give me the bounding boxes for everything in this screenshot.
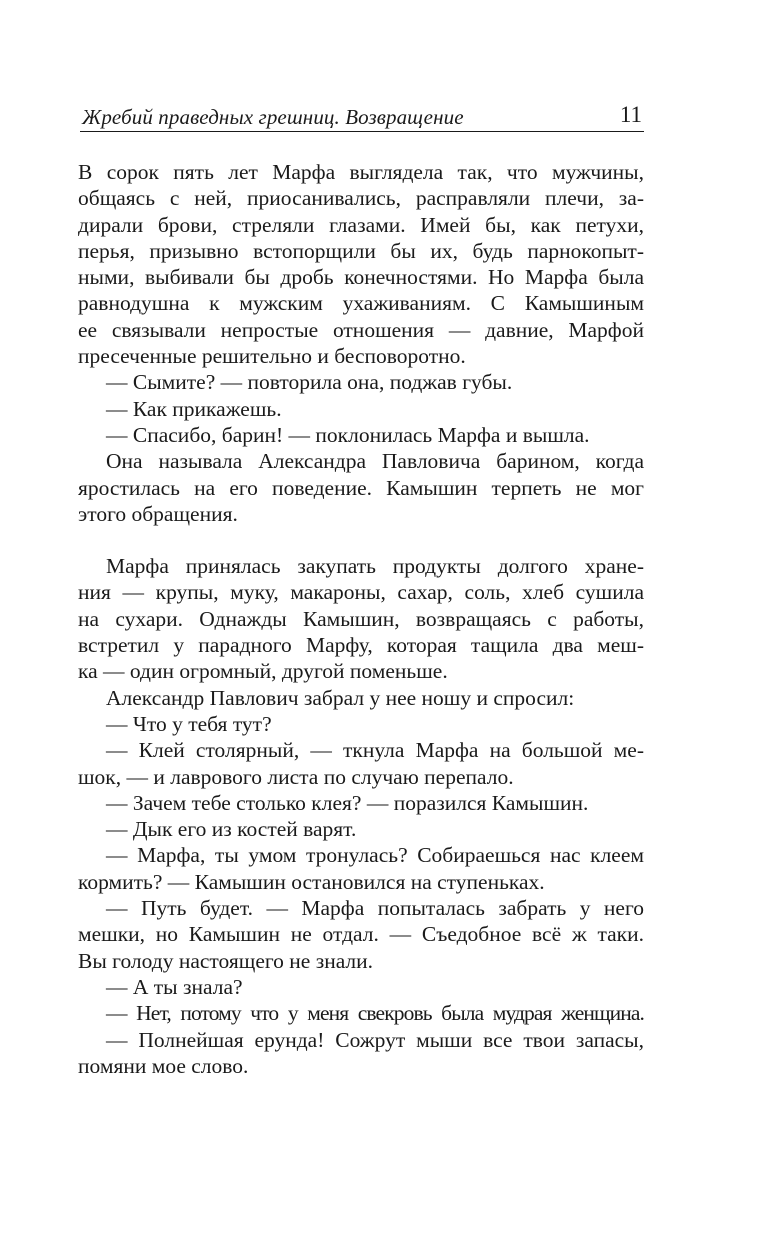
text-line: Александр Павлович забрал у нее ношу и спросил: xyxy=(106,685,575,710)
text-line: ния — крупы, муку, макароны, сахар, соль, хлеб сушила xyxy=(78,580,644,605)
dialogue-line: — Как прикажешь. xyxy=(106,396,282,421)
dialogue-line: — Марфа, ты умом тронулась? Собираешься нас клеем xyxy=(106,843,644,868)
dialogue-line: — Сымите? — повторила она, поджав губы. xyxy=(106,370,513,395)
text-line: шок, — и лаврового листа по случаю перепало. xyxy=(78,764,514,789)
text-line: ка — один огромный, другой поменьше. xyxy=(78,659,448,684)
text-line: Марфа принялась закупать продукты долгого хране- xyxy=(106,554,644,579)
dialogue-line: — Клей столярный, — ткнула Марфа на большой ме- xyxy=(106,738,644,763)
text-line: ее связывали непростые отношения — давние, Марфой xyxy=(78,317,644,342)
text-line: Вы голоду настоящего не знали. xyxy=(78,948,374,973)
dialogue-line: — А ты знала? xyxy=(106,974,243,999)
running-header xyxy=(80,101,644,132)
text-line: общаясь с ней, приосанивались, расправляли плечи, за- xyxy=(78,186,644,211)
text-line: встретил у парадного Марфу, которая тащила два меш- xyxy=(78,633,644,658)
section-break xyxy=(78,527,644,553)
text-line: на сухари. Однажды Камышин, возвращаясь с работы, xyxy=(78,606,644,631)
text-line: этого обращения. xyxy=(78,501,238,526)
text-line: пресеченные решительно и бесповоротно. xyxy=(78,344,466,369)
page-number: 11 xyxy=(619,102,642,127)
text-line: помяни мое слово. xyxy=(78,1053,249,1078)
text-line: В сорок пять лет Марфа выглядела так, что мужчины, xyxy=(78,160,644,184)
text-line: ными, выбивали бы дробь конечностями. Но Марфа была xyxy=(78,265,644,290)
dialogue-line: — Полнейшая ерунда! Сожрут мыши все твои запасы, xyxy=(106,1027,644,1052)
text-line: равнодушна к мужским ухаживаниям. С Камышиным xyxy=(78,291,644,316)
dialogue-line: — Нет, потому что у меня свекровь была мудрая женщина. xyxy=(106,1001,644,1026)
dialogue-line: — Дык его из костей варят. xyxy=(106,817,357,842)
body-text xyxy=(78,159,644,1079)
text-line: кормить? — Камышин остановился на ступеньках. xyxy=(78,869,545,894)
text-line: перья, призывно встопорщили бы их, будь парнокопыт- xyxy=(78,238,644,263)
text-line: яростилась на его поведение. Камышин терпеть не мог xyxy=(78,475,644,500)
text-line: Она называла Александра Павловича барином, когда xyxy=(106,449,644,474)
dialogue-line: — Что у тебя тут? xyxy=(106,711,272,736)
text-line: мешки, но Камышин не отдал. — Съедобное всё ж таки. xyxy=(78,922,644,947)
dialogue-line: — Спасибо, барин! — поклонилась Марфа и вышла. xyxy=(106,422,590,447)
dialogue-line: — Зачем тебе столько клея? — поразился Камышин. xyxy=(106,790,589,815)
dialogue-line: — Путь будет. — Марфа попыталась забрать у него xyxy=(106,896,644,921)
running-title: Жребий праведных грешниц. Возвращение xyxy=(82,105,464,129)
text-line: дирали брови, стреляли глазами. Имей бы, как петухи, xyxy=(78,212,644,237)
